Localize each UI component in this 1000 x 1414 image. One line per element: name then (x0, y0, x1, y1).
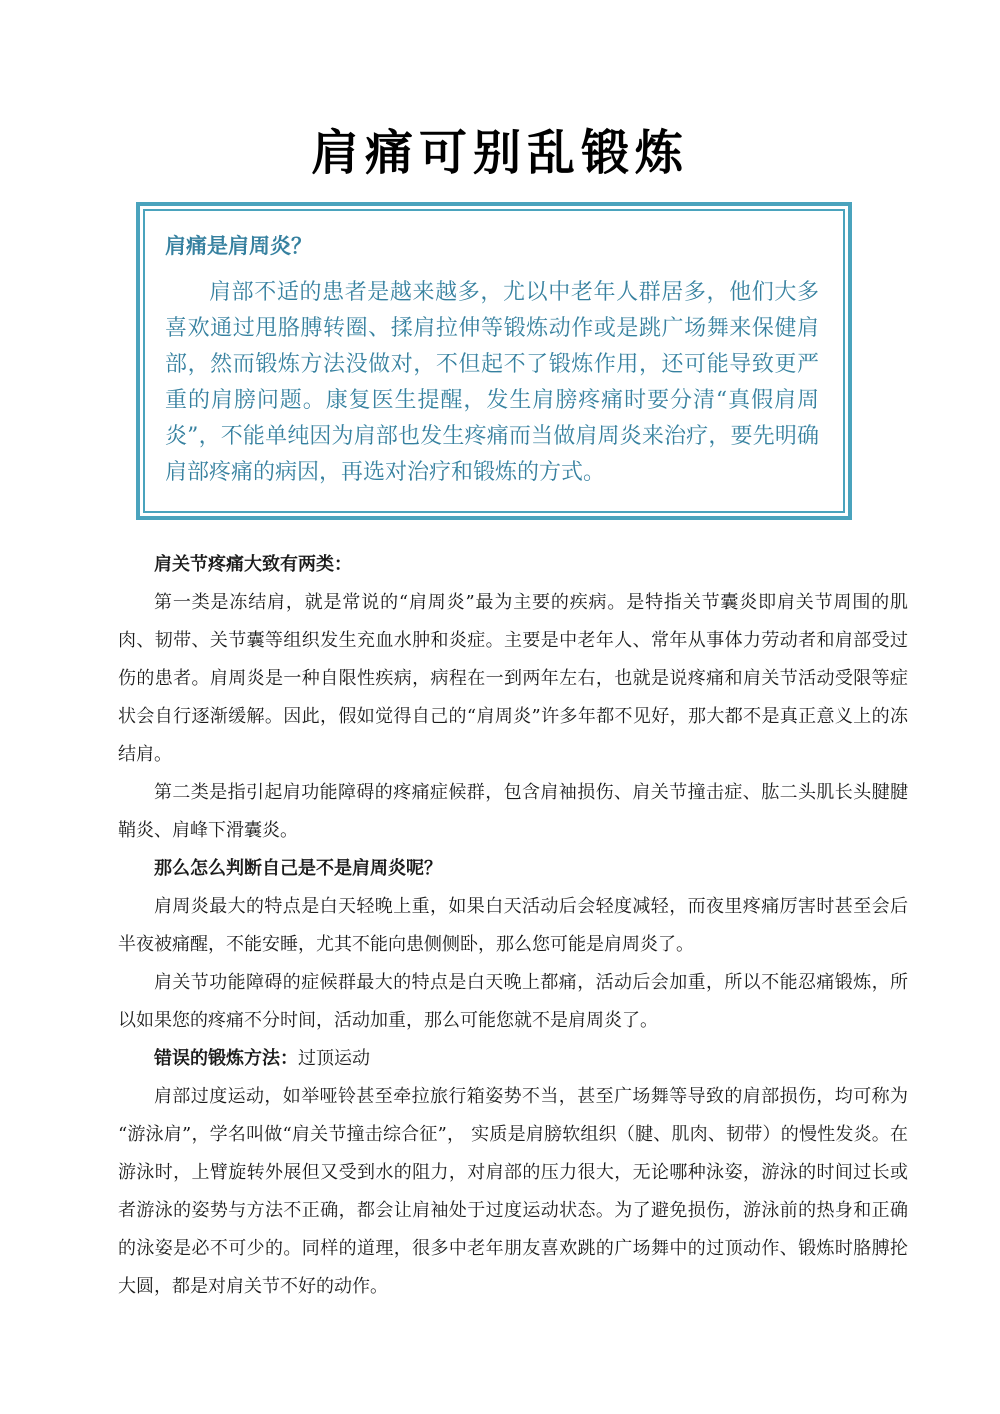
section-heading-self-diagnosis: 那么怎么判断自己是不是肩周炎呢？ (154, 858, 442, 879)
document-title: 肩痛可别乱锻炼 (310, 125, 689, 181)
article-body (0, 546, 1000, 1306)
callout-body-text: 肩部不适的患者是越来越多，尤以中老年人群居多，他们大多喜欢通过甩胳膊转圈、揉肩拉伸等锻炼动作或是跳广场舞来保健肩部，然而锻炼方法没做对，不但起不了锻炼作用，还可能导致更严重的肩膀问题。康复医生提醒，发生肩膀疼痛时要分清“真假肩周炎”，不能单纯因为肩部也发生疼痛而当做肩周炎来治疗，要先明确肩部疼痛的病因，再选对治疗和锻炼的方式。 (165, 280, 819, 485)
section-heading-wrong-exercise (118, 1040, 908, 1078)
paragraph-dysfunction-traits: 肩关节功能障碍的症候群最大的特点是白天晚上都痛，活动后会加重，所以不能忍痛锻炼，所以如果您的疼痛不分时间，活动加重，那么可能您就不是肩周炎了。 (118, 972, 908, 1031)
section-heading-wrong-exercise-value: 过顶运动 (298, 1048, 370, 1069)
callout-heading: 肩痛是肩周炎？ (165, 233, 312, 258)
callout-box (136, 202, 852, 520)
paragraph-overhead-exercise: 肩部过度运动，如举哑铃甚至牵拉旅行箱姿势不当，甚至广场舞等导致的肩部损伤，均可称为“游泳肩”，学名叫做“肩关节撞击综合征”， 实质是肩膀软组织（腱、肌肉、韧带）的慢性发炎。在游泳时，上臂旋转外展但又受到水的阻力，对肩部的压力很大，无论哪种泳姿，游泳的时间过长或者游泳的姿势与方法不正确，都会让肩袖处于过度运动状态。为了避免损伤，游泳前的热身和正确的泳姿是必不可少的。同样的道理，很多中老年朋友喜欢跳的广场舞中的过顶动作、锻炼时胳膊抡大圆，都是对肩关节不好的动作。 (118, 1086, 908, 1297)
paragraph-periarthritis-traits: 肩周炎最大的特点是白天轻晚上重，如果白天活动后会轻度减轻，而夜里疼痛厉害时甚至会后半夜被痛醒，不能安睡，尤其不能向患侧侧卧，那么您可能是肩周炎了。 (118, 896, 908, 955)
section-heading-two-types: 肩关节疼痛大致有两类： (154, 554, 352, 575)
callout-inner-border (143, 209, 845, 513)
section-heading-wrong-exercise-label: 错误的锻炼方法： (154, 1048, 298, 1069)
paragraph-second-type: 第二类是指引起肩功能障碍的疼痛症候群，包含肩袖损伤、肩关节撞击症、肱二头肌长头腱腱鞘炎、肩峰下滑囊炎。 (118, 782, 908, 841)
paragraph-frozen-shoulder: 第一类是冻结肩，就是常说的“肩周炎”最为主要的疾病。是特指关节囊炎即肩关节周围的肌肉、韧带、关节囊等组织发生充血水肿和炎症。主要是中老年人、常年从事体力劳动者和肩部受过伤的患者。肩周炎是一种自限性疾病，病程在一到两年左右，也就是说疼痛和肩关节活动受限等症状会自行逐渐缓解。因此，假如觉得自己的“肩周炎”许多年都不见好，那大都不是真正意义上的冻结肩。 (118, 592, 908, 765)
